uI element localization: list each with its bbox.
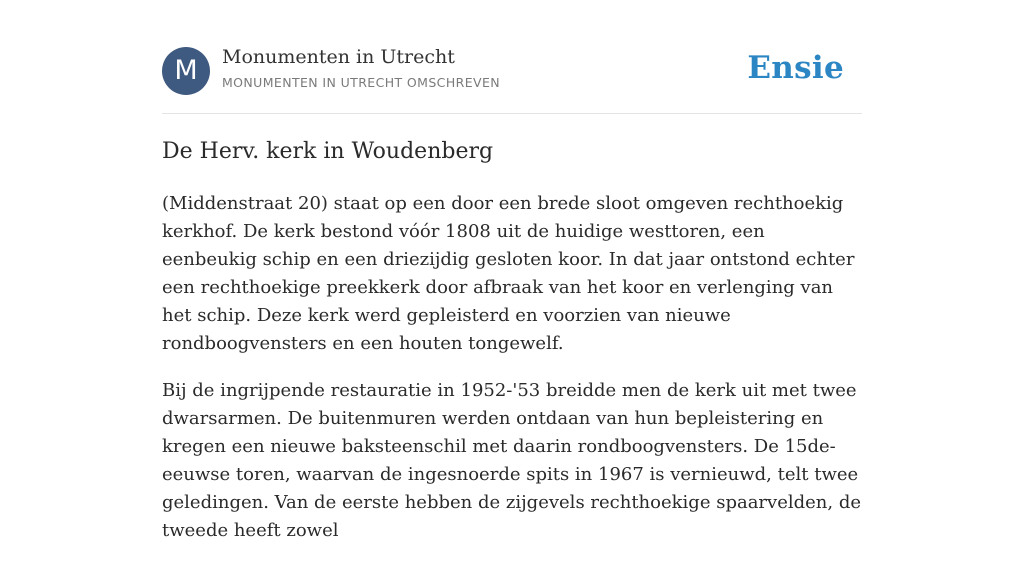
book-avatar[interactable]: M	[162, 47, 210, 95]
article-title: De Herv. kerk in Woudenberg	[162, 139, 494, 164]
article-paragraph-2: Bij de ingrijpende restauratie in 1952-'53 breidde men de kerk uit met twee dwarsarmen. De buitenmuren werden ontdaan van hun bepleistering en kregen een nieuwe baksteenschil met daarin rondboogvensters. De 15de-eeuwse toren, waarvan de ingesnoerde spits in 1967 is vernieuwd, telt twee geledingen. Van de eerste hebben de zijgevels rechthoekige spaarvelden, de tweede heeft zowel	[162, 380, 861, 541]
book-subtitle: MONUMENTEN IN UTRECHT OMSCHREVEN	[222, 75, 500, 90]
article-body	[162, 190, 862, 564]
ensie-logo-link[interactable]: Ensie	[747, 50, 844, 86]
page-header	[162, 0, 862, 114]
page-container	[162, 0, 862, 541]
book-title[interactable]: Monumenten in Utrecht	[222, 46, 455, 68]
article-paragraph-1: (Middenstraat 20) staat op een door een brede sloot omgeven rechthoekig kerkhof. De kerk bestond vóór 1808 uit de huidige westtoren, een eenbeukig schip en een driezijdig gesloten koor. In dat jaar ontstond echter een rechthoekige preekkerk door afbraak van het koor en verlenging van het schip. Deze kerk werd gepleisterd en voorzien van nieuwe rondboogvensters en een houten tongewelf.	[162, 193, 855, 354]
